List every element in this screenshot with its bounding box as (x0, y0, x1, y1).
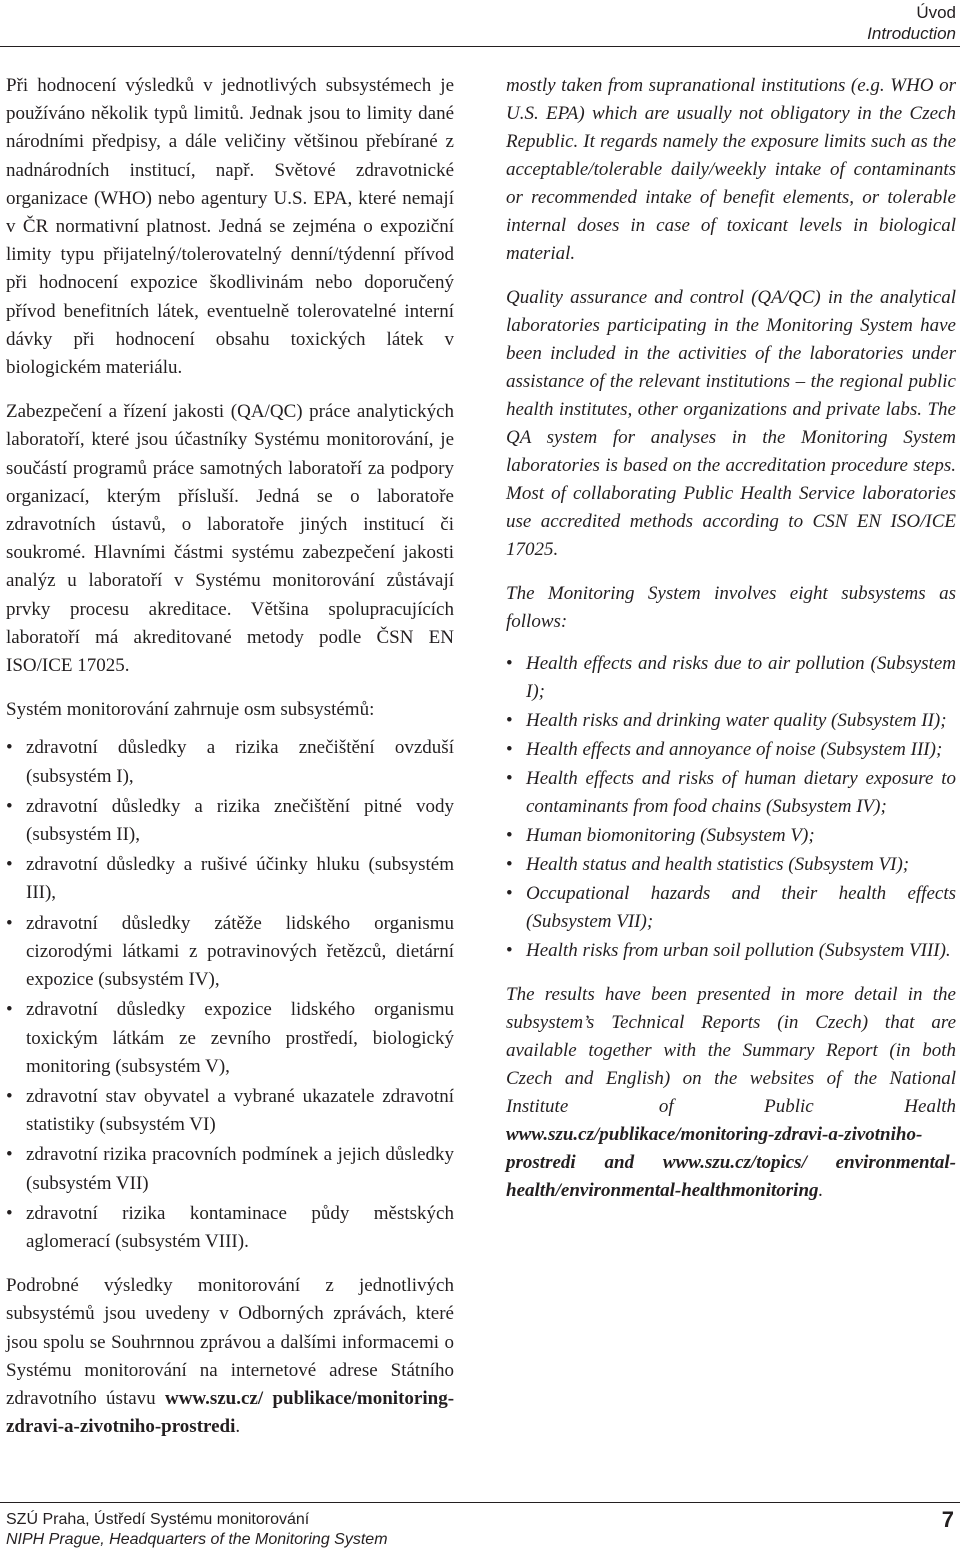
cz-reports-link[interactable]: www.szu.cz/ publikace/monitoring-zdravi-a-zivotniho-prostredi (6, 1387, 455, 1438)
cz-paragraph-subsystems-intro: Systém monitorování zahrnuje osm subsystémů: (6, 699, 375, 721)
en-paragraph-limits: mostly taken from supranational institutions (e.g. WHO or U.S. EPA) which are usually not obligatory in the Czech Republic. It regards namely the exposure limits such as the acceptable/tolerable daily/weekly intake of contaminants or recommended intake of benefit elements, or tolerable internal doses in case of toxicant levels in biological material. (506, 75, 956, 264)
list-item: • Human biomonitoring (Subsystem V); (506, 822, 956, 850)
cz-subsystem-list (6, 734, 454, 1256)
en-reports-and: and (604, 1152, 635, 1173)
czech-column (6, 72, 454, 1457)
en-reports-link-1[interactable]: www.szu.cz/publikace/monitoring-zdravi-a-zivotniho-prostredi (506, 1124, 923, 1173)
en-subsystem-list (506, 650, 956, 965)
list-item: • Health status and health statistics (Subsystem VI); (506, 851, 956, 879)
list-item: • Occupational hazards and their health effects (Subsystem VII); (506, 880, 956, 936)
en-paragraph-subsystems-intro: The Monitoring System involves eight subsystems as follows: (506, 583, 956, 632)
list-item: • zdravotní důsledky expozice lidského organismu toxickým látkám ze zevního prostředí, biologický monitoring (subsystém V), (6, 996, 454, 1081)
list-item: • Health effects and annoyance of noise (Subsystem III); (506, 736, 956, 764)
list-item: • zdravotní rizika kontaminace půdy městských aglomerací (subsystém VIII). (6, 1200, 454, 1256)
list-item: • Health effects and risks due to air pollution (Subsystem I); (506, 650, 956, 706)
en-paragraph-qaqc: Quality assurance and control (QA/QC) in the analytical laboratories participating in the Monitoring System have been included in the activities of the laboratories under assistance of the relevant institutions – the regional public health institutes, other organizations and private labs. The QA system for analyses in the Monitoring System laboratories is based on the accreditation procedure steps. Most of collaborating Public Health Service laboratories use accredited methods according to CSN EN ISO/ICE 17025. (506, 287, 956, 560)
header-title-en: Introduction (867, 24, 956, 43)
list-item: • zdravotní důsledky a rušivé účinky hluku (subsystém III), (6, 851, 454, 907)
footer-divider (0, 1502, 960, 1503)
header-divider (0, 46, 960, 47)
cz-paragraph-qaqc: Zabezpečení a řízení jakosti (QA/QC) práce analytických laboratoří, které jsou účastníky Systému monitorování, je součástí programů práce samotných laboratoří za podpory organizací, kterým přísluší. Jedná se o laboratoře zdravotních ústavů, o laboratoře jiných institucí či soukromé. Hlavními částmi systému zabezpečení jakosti analýz u laboratoří v Systému monitorování zůstávají prvky procesu akreditace. Většina spolupracujících laboratoří má akreditované metody podle ČSN EN ISO/ICE 17025. (6, 401, 454, 677)
list-item: • zdravotní stav obyvatel a vybrané ukazatele zdravotní statistiky (subsystém VI) (6, 1083, 454, 1139)
en-reports-text: The results have been presented in more detail in the subsystem’s Technical Reports (in Czech) that are available together with the Summary Report (in both Czech and English) on the websites of the National Institute of Public Health (506, 984, 956, 1117)
list-item: • zdravotní důsledky a rizika znečištění pitné vody (subsystém II), (6, 793, 454, 849)
cz-reports-end: . (235, 1416, 241, 1438)
page-number: 7 (941, 1507, 954, 1532)
footer-line-cz: SZÚ Praha, Ústředí Systému monitorování (6, 1511, 310, 1528)
cz-paragraph-limits: Při hodnocení výsledků v jednotlivých subsystémech je používáno několik typů limitů. Jednak jsou to limity dané národními předpisy, a dále veličiny většinou přebírané z nadnárodních institucí, např. Světové zdravotnické organizace (WHO) nebo agentury U.S. EPA, které nemají v ČR normativní platnost. Jedná se zejména o expoziční limity typu přijatelný/tolerovatelný denní/týdenní přívod při hodnocení expozice škodlivinám nebo doporučený přívod benefitních látek, eventuelně tolerovatelné interní dávky při hodnocení obsahu toxických látek v biologickém materiálu. (6, 75, 454, 379)
list-item: • Health risks from urban soil pollution (Subsystem VIII). (506, 937, 956, 965)
list-item: • zdravotní důsledky a rizika znečištění ovzduší (subsystém I), (6, 734, 454, 790)
english-column (506, 72, 956, 1221)
list-item: • Health risks and drinking water quality (Subsystem II); (506, 707, 956, 735)
list-item: • zdravotní důsledky zátěže lidského organismu cizorodými látkami z potravinových řetězců, dietární expozice (subsystém IV), (6, 910, 454, 995)
en-reports-link-2[interactable]: www.szu.cz/topics/ environmental-health/environmental-healthmonitoring (506, 1152, 957, 1201)
list-item: • zdravotní rizika pracovních podmínek a jejich důsledky (subsystém VII) (6, 1141, 454, 1197)
running-header (867, 2, 956, 44)
en-paragraph-reports (506, 981, 956, 1205)
cz-paragraph-reports (6, 1272, 454, 1441)
cz-reports-text: Podrobné výsledky monitorování z jednotlivých subsystémů jsou uvedeny v Odborných zprávách, které jsou spolu se Souhrnnou zprávou a dalšími informacemi o Systému monitorování na internetové adrese Státního zdravotního ústavu (6, 1275, 454, 1409)
list-item: • Health effects and risks of human dietary exposure to contaminants from food chains (Subsystem IV); (506, 765, 956, 821)
header-title-cz: Úvod (916, 3, 956, 22)
running-footer (6, 1510, 388, 1550)
en-reports-end: . (818, 1180, 824, 1201)
footer-line-en: NIPH Prague, Headquarters of the Monitoring System (6, 1531, 388, 1548)
